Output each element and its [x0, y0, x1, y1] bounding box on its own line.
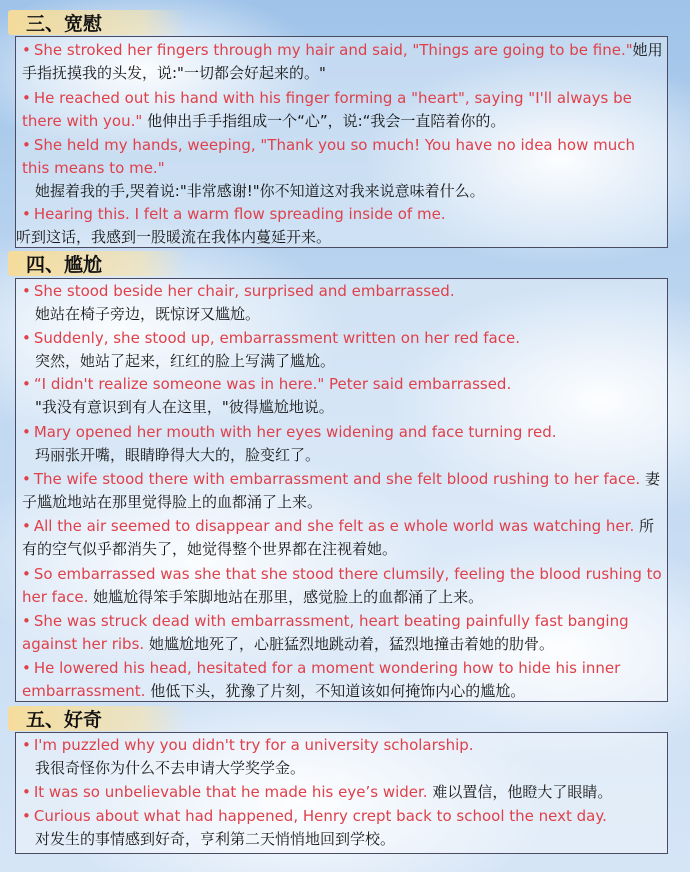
bullet-icon: • — [22, 423, 31, 441]
list-item — [22, 734, 663, 780]
bullet-icon: • — [22, 282, 31, 300]
chinese-translation: 我很奇怪你为什么不去申请大学奖学金。 — [35, 759, 306, 777]
chinese-translation: 她用手指抚摸我的头发，说:"一切都会好起来的。" — [22, 41, 663, 82]
list-item — [22, 373, 663, 419]
comfort-panel — [15, 36, 668, 248]
bullet-icon: • — [22, 136, 31, 154]
english-sentence: She was struck dead with embarrassment, heart beating painfully fast banging against her ribs. — [22, 612, 629, 653]
english-sentence: “I didn't realize someone was in here." Peter said embarrassed. — [33, 375, 512, 393]
english-sentence: Curious about what had happened, Henry crept back to school the next day. — [33, 807, 607, 825]
chinese-translation: 对发生的事情感到好奇，亨利第二天悄悄地回到学校。 — [35, 830, 396, 848]
english-sentence: Suddenly, she stood up, embarrassment written on her red face. — [33, 329, 520, 347]
list-item — [22, 515, 663, 561]
section-heading-comfort: 三、宽慰 — [8, 10, 186, 35]
chinese-translation: 她尴尬地死了，心脏猛烈地跳动着，猛烈地撞击着她的肋骨。 — [148, 635, 554, 653]
list-item — [22, 610, 663, 656]
chinese-translation: 突然，她站了起来，红红的脸上写满了尴尬。 — [35, 352, 336, 370]
list-item — [22, 805, 663, 851]
english-sentence: She held my hands, weeping, "Thank you so much! You have no idea how much this means to me." — [22, 136, 635, 177]
bullet-icon: • — [22, 612, 31, 630]
list-item — [22, 563, 663, 609]
english-sentence: Mary opened her mouth with her eyes widening and face turning red. — [33, 423, 557, 441]
chinese-translation: 听到这话，我感到一股暖流在我体内蔓延开来。 — [16, 228, 332, 246]
chinese-translation: 难以置信，他瞪大了眼睛。 — [432, 783, 613, 801]
english-sentence: He lowered his head, hesitated for a moment wondering how to hide his inner embarrassment. — [22, 659, 621, 700]
bullet-icon: • — [22, 659, 31, 677]
bullet-icon: • — [22, 205, 31, 223]
bullet-icon: • — [22, 41, 31, 59]
list-item — [22, 421, 663, 467]
bullet-icon: • — [22, 565, 31, 583]
english-sentence: She stood beside her chair, surprised and embarrassed. — [33, 282, 455, 300]
english-sentence: All the air seemed to disappear and she felt as e whole world was watching her. — [33, 517, 635, 535]
section-heading-curiosity: 五、好奇 — [8, 706, 186, 731]
bullet-icon: • — [22, 736, 31, 754]
list-item — [22, 468, 663, 514]
bullet-icon: • — [22, 470, 31, 488]
list-item — [22, 327, 663, 373]
bullet-icon: • — [22, 375, 31, 393]
section-heading-embarrassment: 四、尴尬 — [8, 251, 186, 276]
english-sentence: The wife stood there with embarrassment and she felt blood rushing to her face. — [33, 470, 641, 488]
bullet-icon: • — [22, 783, 31, 801]
chinese-translation: 玛丽张开嘴，眼睛睁得大大的，脸变红了。 — [35, 446, 321, 464]
english-sentence: I'm puzzled why you didn't try for a university scholarship. — [33, 736, 474, 754]
curiosity-panel — [15, 732, 668, 854]
chinese-translation: 妻子尴尬地站在那里觉得脸上的血都涌了上来。 — [22, 470, 660, 511]
chinese-translation: 她尴尬得笨手笨脚地站在那里，感觉脸上的血都涌了上来。 — [93, 588, 484, 606]
chinese-translation: 所有的空气似乎都消失了，她觉得整个世界都在注视着她。 — [22, 517, 655, 558]
list-item — [22, 280, 663, 326]
english-sentence: He reached out his hand with his finger forming a "heart", saying "I'll always be there with you." — [22, 89, 632, 130]
list-item — [22, 781, 663, 804]
list-item — [22, 134, 663, 203]
chinese-translation: 她站在椅子旁边，既惊讶又尴尬。 — [35, 305, 261, 323]
bullet-icon: • — [22, 807, 31, 825]
english-sentence: She stroked her fingers through my hair and said, "Things are going to be fine." — [33, 41, 633, 59]
english-sentence: Hearing this. I felt a warm flow spreading inside of me. — [33, 205, 446, 223]
chinese-translation: "我没有意识到有人在这里，"彼得尴尬地说。 — [35, 398, 334, 416]
chinese-translation: 他伸出手手指组成一个“心”，说:“我会一直陪着你的。 — [147, 112, 506, 130]
embarrassment-panel — [15, 278, 668, 702]
bullet-icon: • — [22, 89, 31, 107]
list-item — [22, 87, 663, 133]
english-sentence: It was so unbelievable that he made his eye’s wider. — [33, 783, 428, 801]
list-item — [22, 39, 663, 85]
bullet-icon: • — [22, 517, 31, 535]
chinese-translation: 她握着我的手,哭着说:"非常感谢!"你不知道这对我来说意味着什么。 — [35, 182, 485, 200]
bullet-icon: • — [22, 329, 31, 347]
list-item — [16, 203, 663, 248]
english-sentence: So embarrassed was she that she stood there clumsily, feeling the blood rushing to her face. — [22, 565, 662, 606]
list-item — [22, 657, 663, 702]
chinese-translation: 他低下头，犹豫了片刻，不知道该如何掩饰内心的尴尬。 — [150, 682, 526, 700]
